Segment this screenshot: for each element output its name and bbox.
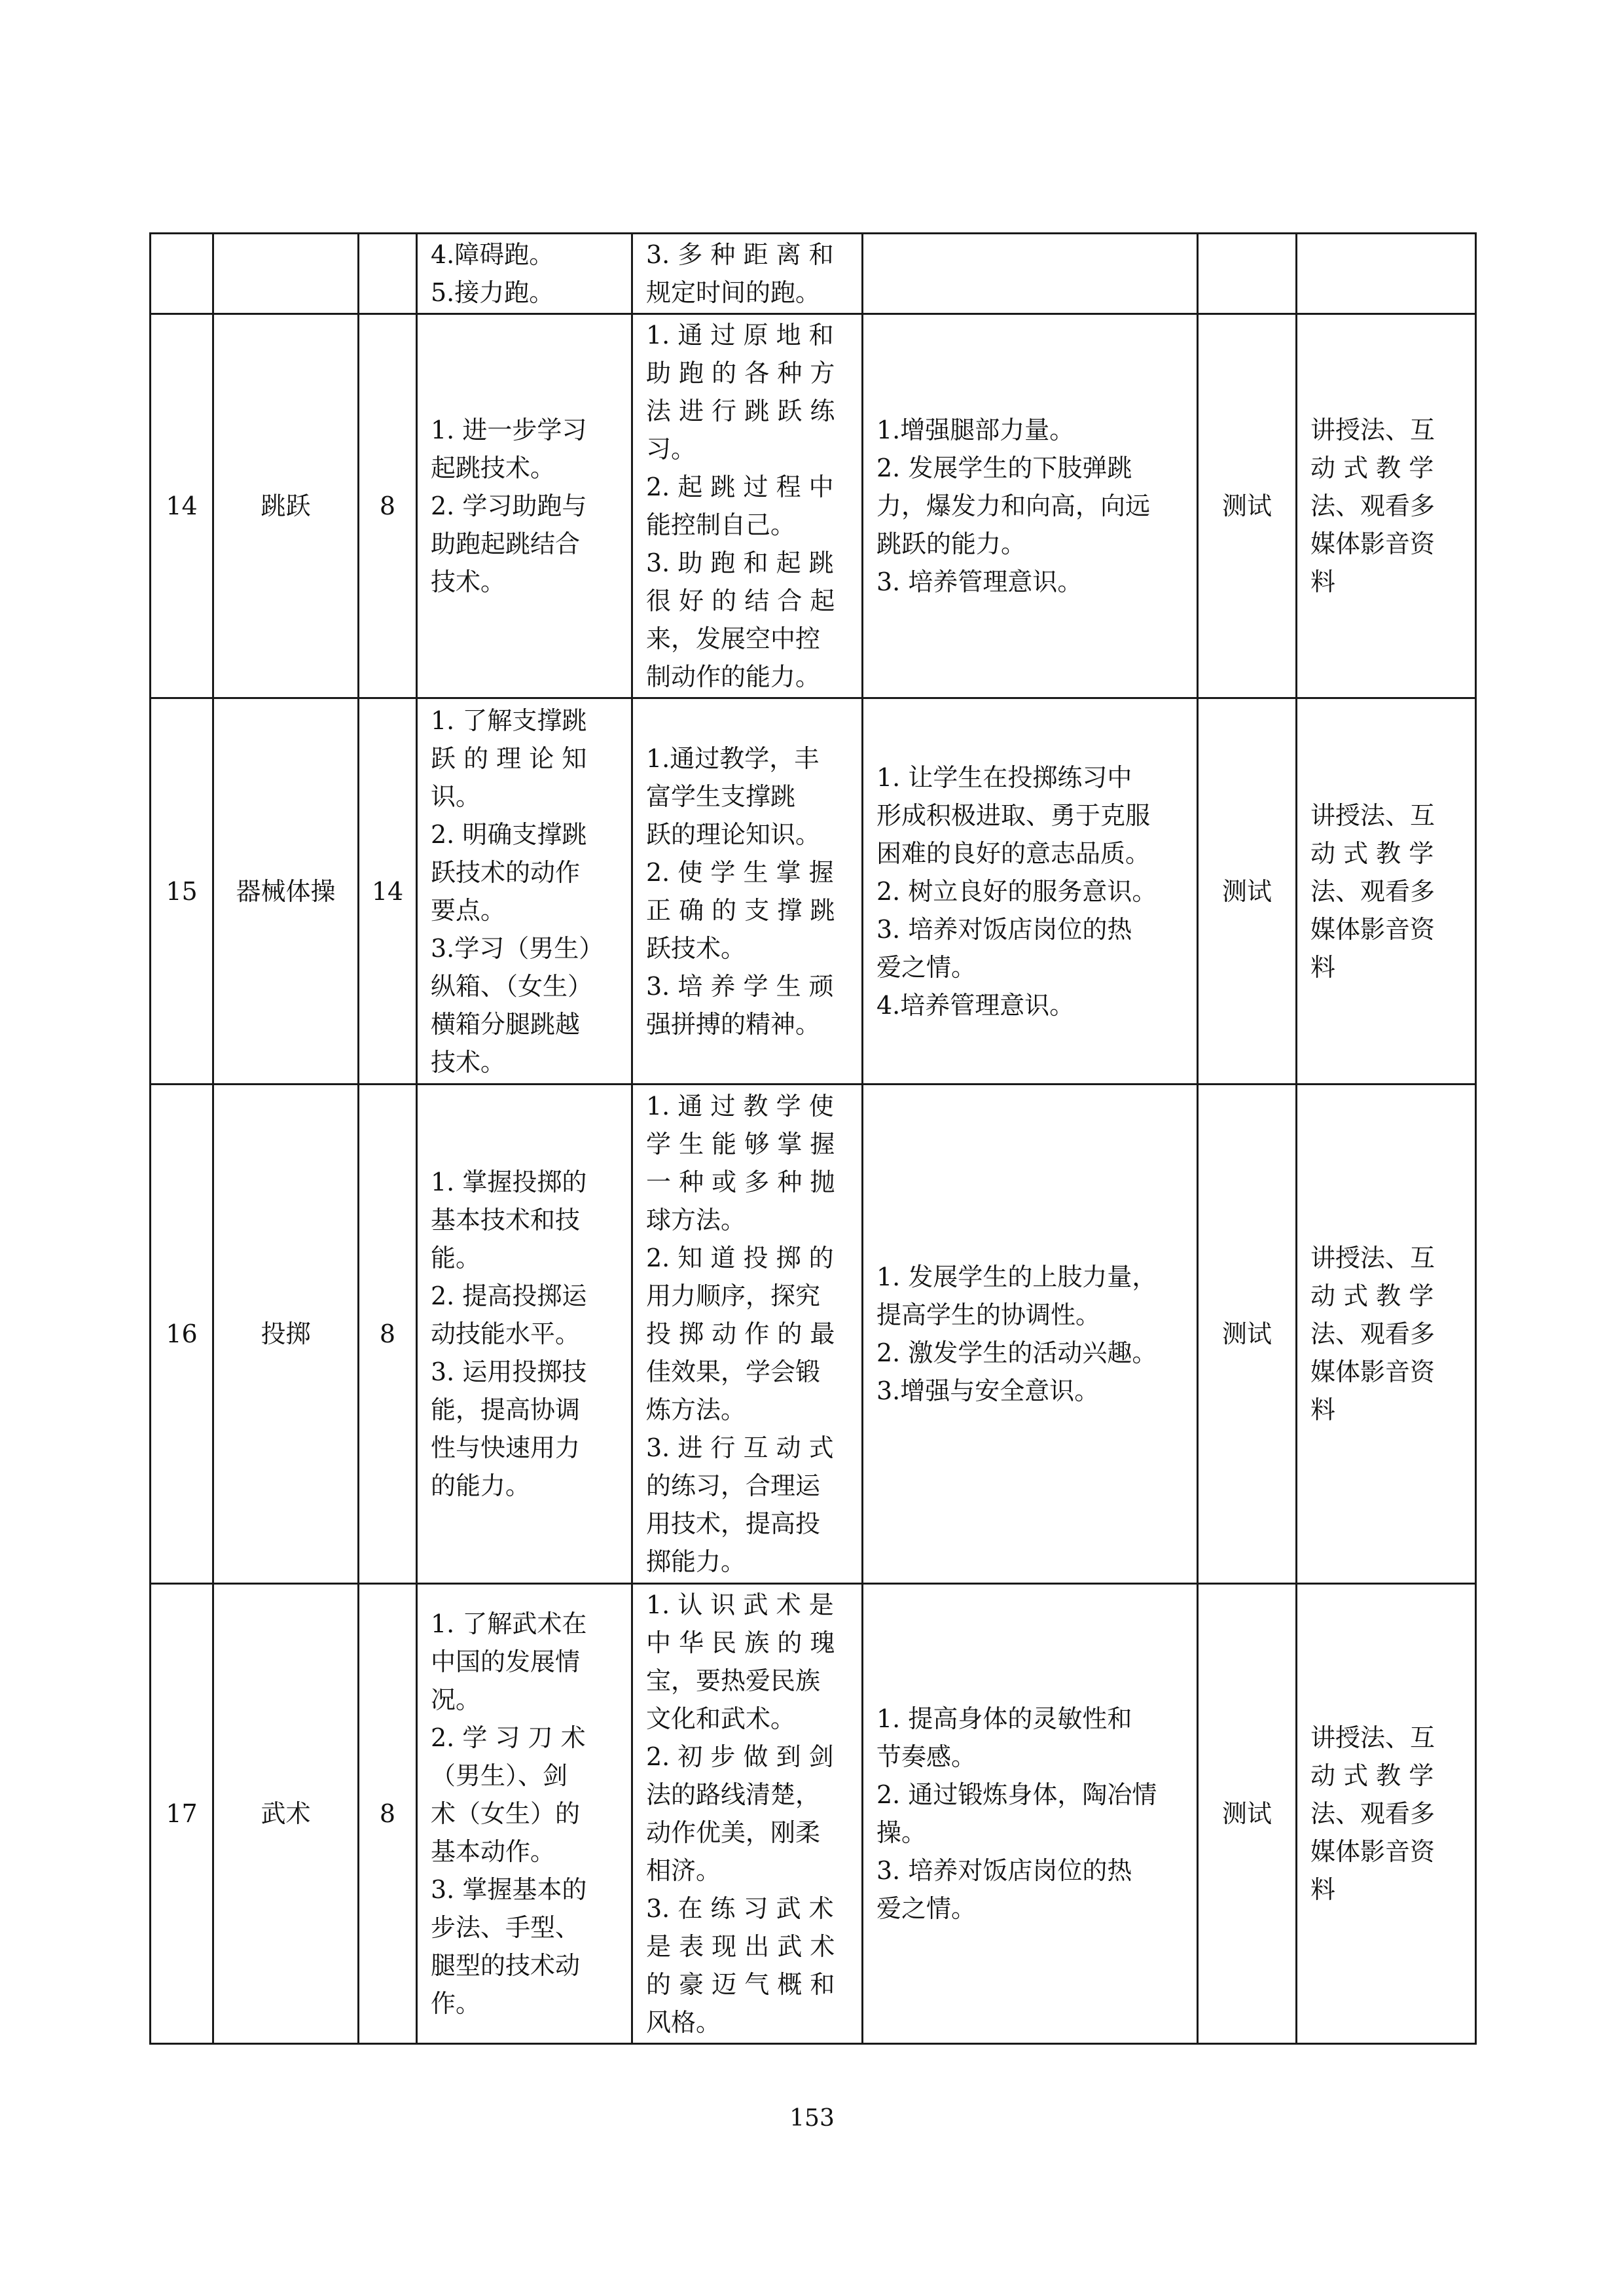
cell-line: 技术。 — [431, 567, 506, 596]
hours-cell — [359, 234, 417, 314]
item-name-cell: 器械体操 — [213, 698, 359, 1085]
cell-line: 能控制自己。 — [646, 511, 796, 539]
cell-line: 法、观看多 — [1310, 492, 1435, 520]
cell-line: 1. 认 识 武 术 是 — [646, 1590, 834, 1619]
cell-line: 讲授法、互 — [1310, 416, 1435, 444]
cell-line: 的 豪 迈 气 概 和 — [646, 1970, 835, 1999]
cell-line: 佳效果，学会锻 — [646, 1357, 821, 1386]
cell-line: 2. 学 习 刀 术 — [431, 1723, 586, 1752]
cell-line: 3. 多 种 距 离 和 — [646, 240, 834, 269]
cell-line: 习。 — [646, 435, 696, 463]
cell-line: 强拼搏的精神。 — [646, 1009, 821, 1039]
assessment-cell: 测试 — [1198, 1584, 1297, 2044]
cell-line: 2. 明确支撑跳 — [431, 819, 587, 849]
cell-line: 制动作的能力。 — [646, 662, 821, 691]
teaching-requirements-cell — [632, 314, 863, 698]
cell-line: 4.培养管理意识。 — [876, 990, 1075, 1020]
cell-line: 2. 发展学生的下肢弹跳 — [876, 454, 1132, 482]
cell-line: 跳跃的能力。 — [876, 529, 1026, 558]
cell-line: 1. 进一步学习 — [431, 416, 587, 444]
cell-line: 1. 让学生在投掷练习中 — [876, 762, 1132, 792]
cell-line: 纵箱、（女生） — [431, 971, 593, 1001]
cell-line: 3.学习（男生） — [431, 933, 604, 963]
teaching-methods-cell — [1297, 698, 1476, 1085]
cell-line: 法 进 行 跳 跃 练 — [646, 397, 835, 425]
cell-line: 讲授法、互 — [1310, 1723, 1435, 1752]
cell-line: 1. 提高身体的灵敏性和 — [876, 1704, 1132, 1733]
cell-line: 学 生 能 够 掌 握 — [646, 1130, 835, 1158]
teaching-requirements-cell — [632, 698, 863, 1085]
cell-line: 一 种 或 多 种 抛 — [646, 1168, 835, 1196]
cell-line: 1. 通 过 原 地 和 — [646, 321, 834, 350]
cell-line: 爱之情。 — [876, 1894, 977, 1923]
teaching-requirements-cell — [632, 1085, 863, 1584]
cell-line: 3. 在 练 习 武 术 — [646, 1894, 834, 1923]
cell-line: 3. 培 养 学 生 顽 — [646, 971, 834, 1001]
cell-line: 能。 — [431, 1244, 481, 1272]
cell-line: 4.障碍跑。 — [431, 240, 554, 269]
cell-line: 节奏感。 — [876, 1742, 977, 1771]
serial-number-cell — [151, 234, 213, 314]
cell-line: 富学生支撑跳 — [646, 781, 796, 811]
cell-line: 的能力。 — [431, 1471, 531, 1500]
hours-cell: 14 — [359, 698, 417, 1085]
cell-line: 2. 使 学 生 掌 握 — [646, 857, 834, 887]
cell-line: 动 式 教 学 — [1310, 1761, 1434, 1790]
page-number: 153 — [789, 2105, 835, 2132]
cell-line: 料 — [1310, 1395, 1336, 1424]
cell-line: 来，发展空中控 — [646, 624, 821, 653]
cell-line: 5.接力跑。 — [431, 278, 554, 307]
assessment-cell: 测试 — [1198, 698, 1297, 1085]
cell-line: 掷能力。 — [646, 1547, 746, 1576]
cell-line: 3. 助 跑 和 起 跳 — [646, 548, 834, 577]
table-row — [151, 1584, 1476, 2044]
serial-number-cell: 15 — [151, 698, 213, 1085]
cell-line: 法、观看多 — [1310, 876, 1435, 906]
cell-line: 力，爆发力和向高，向远 — [876, 492, 1151, 520]
table-body — [151, 234, 1476, 2044]
cell-line: 用技术，提高投 — [646, 1509, 821, 1538]
cell-line: 操。 — [876, 1818, 927, 1847]
cell-line: 媒体影音资 — [1310, 1357, 1435, 1386]
item-name-cell: 投掷 — [213, 1085, 359, 1584]
cell-line: 3. 掌握基本的 — [431, 1875, 587, 1904]
cell-line: 起跳技术。 — [431, 454, 556, 482]
hours-cell: 8 — [359, 1584, 417, 2044]
cell-line: 能，提高协调 — [431, 1395, 581, 1424]
table-row — [151, 314, 1476, 698]
table-row — [151, 1085, 1476, 1584]
cell-line: 2. 树立良好的服务意识。 — [876, 876, 1157, 906]
teaching-content-cell — [417, 698, 632, 1085]
cell-line: 料 — [1310, 567, 1336, 596]
cell-line: 用力顺序，探究 — [646, 1282, 821, 1310]
cell-line: 动 式 教 学 — [1310, 1282, 1434, 1310]
cell-line: 炼方法。 — [646, 1395, 746, 1424]
cell-line: 爱之情。 — [876, 952, 977, 982]
teaching-requirements-cell — [632, 1584, 863, 2044]
cell-line: 2. 激发学生的活动兴趣。 — [876, 1338, 1157, 1367]
cell-line: 基本技术和技 — [431, 1206, 581, 1234]
curriculum-table — [149, 232, 1477, 2045]
teaching-goals-cell — [863, 1085, 1198, 1584]
cell-line: 相济。 — [646, 1856, 721, 1885]
cell-line: 术（女生）的 — [431, 1799, 581, 1828]
assessment-cell — [1198, 234, 1297, 314]
cell-line: 动 式 教 学 — [1310, 838, 1434, 868]
cell-line: 动技能水平。 — [431, 1319, 581, 1348]
cell-line: 是 表 现 出 武 术 — [646, 1932, 835, 1961]
cell-line: 识。 — [431, 781, 481, 811]
teaching-goals-cell — [863, 234, 1198, 314]
cell-line: 动作优美，刚柔 — [646, 1818, 821, 1847]
cell-line: 料 — [1310, 1875, 1336, 1904]
teaching-goals-cell — [863, 698, 1198, 1085]
cell-line: 跃技术。 — [646, 933, 746, 963]
item-name-cell: 跳跃 — [213, 314, 359, 698]
cell-line: 中国的发展情 — [431, 1647, 581, 1676]
cell-line: 形成积极进取、勇于克服 — [876, 800, 1151, 830]
teaching-requirements-cell — [632, 234, 863, 314]
cell-line: 讲授法、互 — [1310, 800, 1435, 830]
cell-line: 文化和武术。 — [646, 1704, 796, 1733]
cell-line: 1.通过教学，丰 — [646, 744, 820, 773]
cell-line: 中 华 民 族 的 瑰 — [646, 1628, 835, 1657]
cell-line: 提高学生的协调性。 — [876, 1300, 1101, 1329]
teaching-methods-cell — [1297, 234, 1476, 314]
cell-line: 3. 培养对饭店岗位的热 — [876, 1856, 1132, 1885]
cell-line: 法、观看多 — [1310, 1319, 1435, 1348]
teaching-content-cell — [417, 234, 632, 314]
teaching-methods-cell — [1297, 314, 1476, 698]
cell-line: 跃 的 理 论 知 — [431, 744, 587, 773]
cell-line: 况。 — [431, 1685, 481, 1714]
cell-line: 性与快速用力 — [431, 1433, 581, 1462]
cell-line: 宝，要热爱民族 — [646, 1666, 821, 1695]
table-row — [151, 234, 1476, 314]
teaching-methods-cell — [1297, 1085, 1476, 1584]
cell-line: 讲授法、互 — [1310, 1244, 1435, 1272]
teaching-goals-cell — [863, 1584, 1198, 2044]
cell-line: 1. 通 过 教 学 使 — [646, 1092, 834, 1121]
cell-line: 料 — [1310, 952, 1336, 982]
item-name-cell — [213, 234, 359, 314]
cell-line: 很 好 的 结 合 起 — [646, 586, 835, 615]
cell-line: 要点。 — [431, 895, 506, 925]
cell-line: 3. 培养管理意识。 — [876, 567, 1083, 596]
cell-line: 投 掷 动 作 的 最 — [646, 1319, 835, 1348]
cell-line: 助跑起跳结合 — [431, 529, 581, 558]
teaching-content-cell — [417, 1584, 632, 2044]
cell-line: 助 跑 的 各 种 方 — [646, 359, 835, 387]
cell-line: 法的路线清楚， — [646, 1780, 821, 1809]
cell-line: 法、观看多 — [1310, 1799, 1435, 1828]
cell-line: 技术。 — [431, 1047, 506, 1077]
cell-line: 跃的理论知识。 — [646, 819, 821, 849]
cell-line: （男生）、剑 — [431, 1761, 568, 1790]
cell-line: 球方法。 — [646, 1206, 746, 1234]
teaching-methods-cell — [1297, 1584, 1476, 2044]
cell-line: 媒体影音资 — [1310, 529, 1435, 558]
cell-line: 1.增强腿部力量。 — [876, 416, 1075, 444]
cell-line: 媒体影音资 — [1310, 914, 1435, 944]
cell-line: 风格。 — [646, 2008, 721, 2037]
teaching-content-cell — [417, 1085, 632, 1584]
assessment-cell: 测试 — [1198, 1085, 1297, 1584]
item-name-cell: 武术 — [213, 1584, 359, 2044]
table-row — [151, 698, 1476, 1085]
cell-line: 的练习，合理运 — [646, 1471, 821, 1500]
cell-line: 1. 了解支撑跳 — [431, 706, 587, 735]
cell-line: 困难的良好的意志品质。 — [876, 838, 1151, 868]
cell-line: 2. 提高投掷运 — [431, 1282, 587, 1310]
cell-line: 动 式 教 学 — [1310, 454, 1434, 482]
hours-cell: 8 — [359, 1085, 417, 1584]
assessment-cell: 测试 — [1198, 314, 1297, 698]
cell-line: 正 确 的 支 撑 跳 — [646, 895, 835, 925]
cell-line: 作。 — [431, 1989, 481, 2018]
cell-line: 3. 进 行 互 动 式 — [646, 1433, 834, 1462]
cell-line: 1. 发展学生的上肢力量， — [876, 1263, 1157, 1291]
cell-line: 2. 学习助跑与 — [431, 492, 587, 520]
cell-line: 媒体影音资 — [1310, 1837, 1435, 1866]
hours-cell: 8 — [359, 314, 417, 698]
cell-line: 2. 通过锻炼身体，陶冶情 — [876, 1780, 1157, 1809]
teaching-goals-cell — [863, 314, 1198, 698]
teaching-content-cell — [417, 314, 632, 698]
cell-line: 2. 起 跳 过 程 中 — [646, 473, 834, 501]
cell-line: 基本动作。 — [431, 1837, 556, 1866]
cell-line: 1. 了解武术在 — [431, 1609, 587, 1638]
cell-line: 步法、手型、 — [431, 1913, 581, 1942]
serial-number-cell: 17 — [151, 1584, 213, 2044]
cell-line: 2. 知 道 投 掷 的 — [646, 1244, 834, 1272]
cell-line: 3. 运用投掷技 — [431, 1357, 587, 1386]
cell-line: 跃技术的动作 — [431, 857, 581, 887]
serial-number-cell: 14 — [151, 314, 213, 698]
cell-line: 规定时间的跑。 — [646, 278, 821, 307]
cell-line: 3.增强与安全意识。 — [876, 1376, 1100, 1405]
cell-line: 横箱分腿跳越 — [431, 1009, 581, 1039]
cell-line: 2. 初 步 做 到 剑 — [646, 1742, 834, 1771]
cell-line: 腿型的技术动 — [431, 1951, 581, 1980]
cell-line: 3. 培养对饭店岗位的热 — [876, 914, 1132, 944]
cell-line: 1. 掌握投掷的 — [431, 1168, 587, 1196]
serial-number-cell: 16 — [151, 1085, 213, 1584]
